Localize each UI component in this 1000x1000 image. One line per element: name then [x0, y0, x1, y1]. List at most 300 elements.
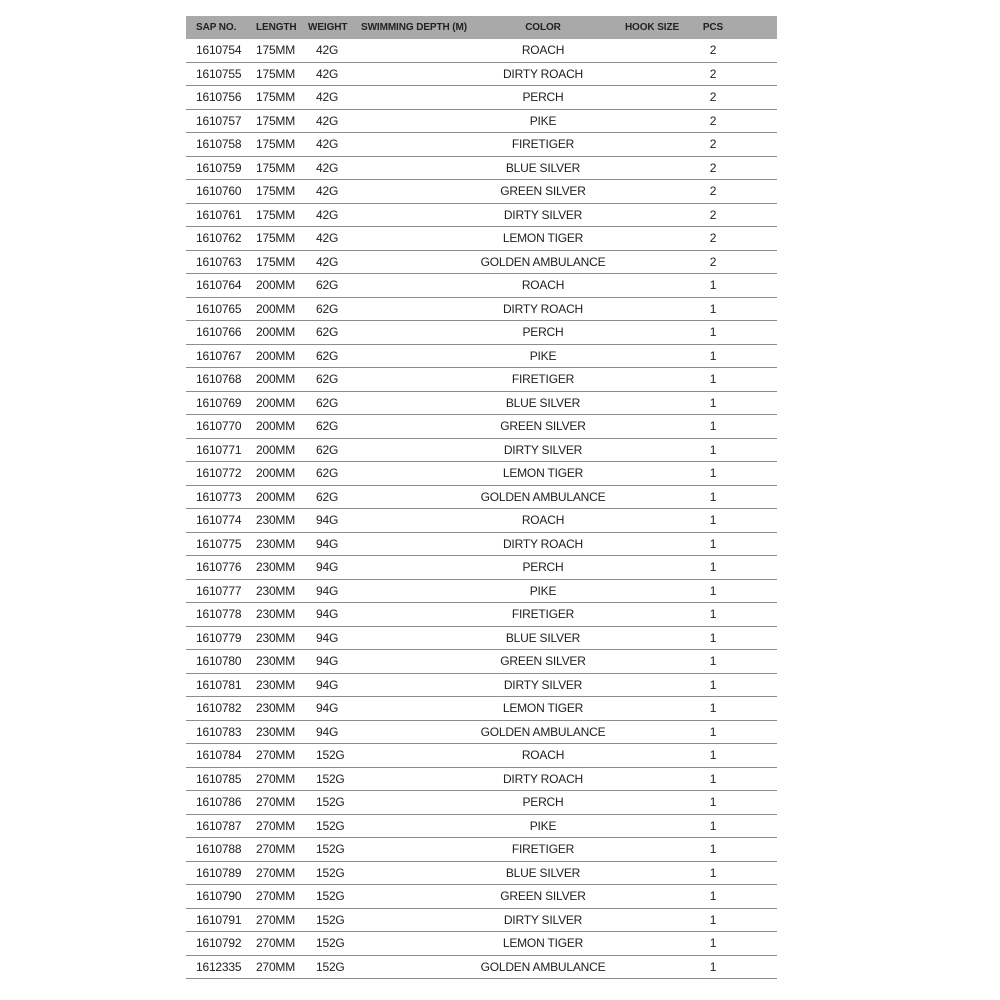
table-row: [186, 156, 777, 180]
cell-hook-size: [617, 885, 687, 909]
cell-hook-size: [617, 344, 687, 368]
cell-weight: 42G: [308, 39, 361, 62]
cell-pcs: 1: [687, 368, 777, 392]
cell-swimming-depth: [361, 791, 469, 815]
cell-sap-no: 1610764: [186, 274, 254, 298]
cell-hook-size: [617, 838, 687, 862]
cell-weight: 62G: [308, 438, 361, 462]
cell-color: FIRETIGER: [469, 368, 617, 392]
cell-pcs: 2: [687, 156, 777, 180]
cell-weight: 42G: [308, 227, 361, 251]
cell-weight: 94G: [308, 650, 361, 674]
cell-weight: 62G: [308, 344, 361, 368]
cell-sap-no: 1610780: [186, 650, 254, 674]
cell-sap-no: 1612335: [186, 955, 254, 979]
table-row: [186, 744, 777, 768]
cell-weight: 62G: [308, 321, 361, 345]
table-row: [186, 39, 777, 62]
cell-hook-size: [617, 814, 687, 838]
cell-swimming-depth: [361, 344, 469, 368]
cell-sap-no: 1610787: [186, 814, 254, 838]
cell-weight: 62G: [308, 391, 361, 415]
table-row: [186, 697, 777, 721]
cell-pcs: 1: [687, 814, 777, 838]
cell-sap-no: 1610766: [186, 321, 254, 345]
cell-hook-size: [617, 744, 687, 768]
cell-weight: 42G: [308, 203, 361, 227]
cell-hook-size: [617, 908, 687, 932]
cell-sap-no: 1610784: [186, 744, 254, 768]
cell-pcs: 2: [687, 227, 777, 251]
cell-color: LEMON TIGER: [469, 697, 617, 721]
cell-hook-size: [617, 156, 687, 180]
cell-length: 230MM: [254, 532, 308, 556]
cell-length: 175MM: [254, 109, 308, 133]
cell-hook-size: [617, 650, 687, 674]
table-row: [186, 838, 777, 862]
cell-length: 270MM: [254, 955, 308, 979]
cell-swimming-depth: [361, 109, 469, 133]
cell-sap-no: 1610777: [186, 579, 254, 603]
cell-swimming-depth: [361, 650, 469, 674]
cell-length: 230MM: [254, 673, 308, 697]
cell-weight: 152G: [308, 885, 361, 909]
cell-sap-no: 1610776: [186, 556, 254, 580]
cell-weight: 62G: [308, 462, 361, 486]
cell-swimming-depth: [361, 485, 469, 509]
table-row: [186, 321, 777, 345]
cell-pcs: 1: [687, 626, 777, 650]
cell-sap-no: 1610755: [186, 62, 254, 86]
cell-sap-no: 1610792: [186, 932, 254, 956]
cell-hook-size: [617, 603, 687, 627]
cell-sap-no: 1610760: [186, 180, 254, 204]
cell-color: PIKE: [469, 814, 617, 838]
cell-color: ROACH: [469, 509, 617, 533]
cell-pcs: 2: [687, 109, 777, 133]
table-row: [186, 626, 777, 650]
cell-sap-no: 1610763: [186, 250, 254, 274]
cell-pcs: 2: [687, 39, 777, 62]
cell-sap-no: 1610783: [186, 720, 254, 744]
cell-hook-size: [617, 133, 687, 157]
cell-sap-no: 1610757: [186, 109, 254, 133]
table-row: [186, 673, 777, 697]
header-pcs: PCS: [687, 16, 777, 39]
cell-pcs: 1: [687, 344, 777, 368]
cell-weight: 152G: [308, 744, 361, 768]
table-row: [186, 415, 777, 439]
table-row: [186, 391, 777, 415]
cell-pcs: 1: [687, 415, 777, 439]
cell-weight: 62G: [308, 297, 361, 321]
cell-sap-no: 1610786: [186, 791, 254, 815]
cell-sap-no: 1610761: [186, 203, 254, 227]
cell-color: DIRTY SILVER: [469, 438, 617, 462]
cell-color: PIKE: [469, 109, 617, 133]
cell-color: ROACH: [469, 744, 617, 768]
cell-color: GOLDEN AMBULANCE: [469, 955, 617, 979]
table-row: [186, 227, 777, 251]
cell-color: BLUE SILVER: [469, 156, 617, 180]
cell-hook-size: [617, 462, 687, 486]
cell-pcs: 1: [687, 650, 777, 674]
table-row: [186, 532, 777, 556]
cell-weight: 42G: [308, 86, 361, 110]
cell-hook-size: [617, 485, 687, 509]
cell-pcs: 1: [687, 955, 777, 979]
table-row: [186, 297, 777, 321]
cell-length: 175MM: [254, 133, 308, 157]
cell-color: BLUE SILVER: [469, 391, 617, 415]
cell-hook-size: [617, 109, 687, 133]
cell-pcs: 2: [687, 180, 777, 204]
cell-pcs: 2: [687, 86, 777, 110]
cell-hook-size: [617, 368, 687, 392]
table-row: [186, 791, 777, 815]
cell-length: 270MM: [254, 838, 308, 862]
table-row: [186, 556, 777, 580]
cell-length: 200MM: [254, 368, 308, 392]
cell-weight: 42G: [308, 62, 361, 86]
cell-swimming-depth: [361, 62, 469, 86]
table-row: [186, 86, 777, 110]
cell-color: PERCH: [469, 86, 617, 110]
cell-swimming-depth: [361, 673, 469, 697]
cell-swimming-depth: [361, 720, 469, 744]
cell-swimming-depth: [361, 250, 469, 274]
cell-sap-no: 1610756: [186, 86, 254, 110]
cell-hook-size: [617, 203, 687, 227]
cell-sap-no: 1610775: [186, 532, 254, 556]
table-row: [186, 438, 777, 462]
table-row: [186, 274, 777, 298]
cell-weight: 152G: [308, 838, 361, 862]
table-row: [186, 932, 777, 956]
table-row: [186, 250, 777, 274]
cell-length: 270MM: [254, 744, 308, 768]
cell-sap-no: 1610768: [186, 368, 254, 392]
cell-color: LEMON TIGER: [469, 462, 617, 486]
cell-length: 230MM: [254, 603, 308, 627]
cell-swimming-depth: [361, 861, 469, 885]
cell-length: 230MM: [254, 650, 308, 674]
cell-swimming-depth: [361, 932, 469, 956]
cell-weight: 62G: [308, 368, 361, 392]
cell-hook-size: [617, 86, 687, 110]
cell-pcs: 1: [687, 697, 777, 721]
cell-sap-no: 1610779: [186, 626, 254, 650]
cell-hook-size: [617, 321, 687, 345]
cell-sap-no: 1610789: [186, 861, 254, 885]
cell-sap-no: 1610788: [186, 838, 254, 862]
cell-hook-size: [617, 720, 687, 744]
cell-length: 200MM: [254, 462, 308, 486]
cell-pcs: 1: [687, 462, 777, 486]
cell-color: PERCH: [469, 556, 617, 580]
table-header: [186, 16, 777, 39]
cell-sap-no: 1610772: [186, 462, 254, 486]
cell-color: GREEN SILVER: [469, 415, 617, 439]
cell-length: 270MM: [254, 767, 308, 791]
cell-color: DIRTY SILVER: [469, 908, 617, 932]
cell-pcs: 1: [687, 485, 777, 509]
cell-sap-no: 1610754: [186, 39, 254, 62]
cell-hook-size: [617, 391, 687, 415]
cell-weight: 62G: [308, 485, 361, 509]
table-row: [186, 62, 777, 86]
cell-pcs: 1: [687, 579, 777, 603]
cell-pcs: 1: [687, 861, 777, 885]
cell-weight: 94G: [308, 532, 361, 556]
table-row: [186, 368, 777, 392]
cell-length: 270MM: [254, 791, 308, 815]
cell-weight: 42G: [308, 156, 361, 180]
cell-hook-size: [617, 579, 687, 603]
cell-color: GOLDEN AMBULANCE: [469, 720, 617, 744]
cell-length: 175MM: [254, 227, 308, 251]
cell-swimming-depth: [361, 603, 469, 627]
cell-swimming-depth: [361, 86, 469, 110]
product-spec-table: [186, 16, 777, 979]
cell-sap-no: 1610762: [186, 227, 254, 251]
cell-swimming-depth: [361, 391, 469, 415]
table-row: [186, 908, 777, 932]
header-sap-no: SAP NO.: [186, 16, 254, 39]
cell-pcs: 1: [687, 509, 777, 533]
cell-pcs: 1: [687, 274, 777, 298]
cell-sap-no: 1610769: [186, 391, 254, 415]
cell-pcs: 1: [687, 321, 777, 345]
cell-weight: 42G: [308, 180, 361, 204]
cell-hook-size: [617, 274, 687, 298]
cell-length: 230MM: [254, 579, 308, 603]
cell-color: GREEN SILVER: [469, 180, 617, 204]
cell-weight: 152G: [308, 932, 361, 956]
table-body: [186, 39, 777, 979]
cell-hook-size: [617, 532, 687, 556]
cell-weight: 152G: [308, 955, 361, 979]
cell-color: BLUE SILVER: [469, 861, 617, 885]
table-row: [186, 485, 777, 509]
cell-hook-size: [617, 415, 687, 439]
cell-color: ROACH: [469, 274, 617, 298]
table-row: [186, 109, 777, 133]
cell-length: 175MM: [254, 250, 308, 274]
cell-length: 200MM: [254, 344, 308, 368]
cell-color: FIRETIGER: [469, 603, 617, 627]
header-length: LENGTH: [254, 16, 308, 39]
cell-swimming-depth: [361, 509, 469, 533]
cell-color: FIRETIGER: [469, 838, 617, 862]
header-swimming-depth: SWIMMING DEPTH (M): [361, 16, 469, 39]
cell-pcs: 1: [687, 297, 777, 321]
cell-length: 175MM: [254, 86, 308, 110]
cell-hook-size: [617, 227, 687, 251]
cell-weight: 94G: [308, 673, 361, 697]
cell-sap-no: 1610770: [186, 415, 254, 439]
cell-hook-size: [617, 791, 687, 815]
cell-weight: 94G: [308, 720, 361, 744]
cell-pcs: 1: [687, 391, 777, 415]
table-row: [186, 955, 777, 979]
cell-hook-size: [617, 556, 687, 580]
cell-weight: 42G: [308, 133, 361, 157]
cell-weight: 94G: [308, 626, 361, 650]
cell-swimming-depth: [361, 955, 469, 979]
cell-pcs: 1: [687, 885, 777, 909]
cell-pcs: 1: [687, 532, 777, 556]
cell-color: DIRTY SILVER: [469, 673, 617, 697]
cell-length: 230MM: [254, 509, 308, 533]
cell-sap-no: 1610771: [186, 438, 254, 462]
cell-length: 200MM: [254, 321, 308, 345]
table-row: [186, 650, 777, 674]
cell-sap-no: 1610782: [186, 697, 254, 721]
cell-swimming-depth: [361, 462, 469, 486]
cell-pcs: 2: [687, 62, 777, 86]
cell-hook-size: [617, 932, 687, 956]
header-weight: WEIGHT: [308, 16, 361, 39]
cell-hook-size: [617, 438, 687, 462]
cell-swimming-depth: [361, 767, 469, 791]
table-row: [186, 203, 777, 227]
cell-weight: 94G: [308, 556, 361, 580]
cell-pcs: 1: [687, 767, 777, 791]
table-row: [186, 509, 777, 533]
cell-color: DIRTY ROACH: [469, 532, 617, 556]
cell-swimming-depth: [361, 556, 469, 580]
cell-color: PERCH: [469, 321, 617, 345]
cell-length: 270MM: [254, 885, 308, 909]
cell-swimming-depth: [361, 297, 469, 321]
cell-swimming-depth: [361, 321, 469, 345]
cell-length: 200MM: [254, 485, 308, 509]
cell-swimming-depth: [361, 626, 469, 650]
cell-weight: 94G: [308, 509, 361, 533]
cell-color: LEMON TIGER: [469, 932, 617, 956]
header-hook-size: HOOK SIZE: [617, 16, 687, 39]
cell-color: GREEN SILVER: [469, 650, 617, 674]
cell-length: 230MM: [254, 720, 308, 744]
cell-length: 270MM: [254, 861, 308, 885]
cell-length: 270MM: [254, 908, 308, 932]
cell-color: DIRTY SILVER: [469, 203, 617, 227]
cell-pcs: 1: [687, 932, 777, 956]
cell-swimming-depth: [361, 156, 469, 180]
cell-weight: 152G: [308, 767, 361, 791]
cell-swimming-depth: [361, 39, 469, 62]
cell-pcs: 1: [687, 673, 777, 697]
header-row: [186, 16, 777, 39]
cell-color: DIRTY ROACH: [469, 767, 617, 791]
cell-color: PIKE: [469, 344, 617, 368]
cell-length: 230MM: [254, 626, 308, 650]
cell-pcs: 1: [687, 908, 777, 932]
cell-sap-no: 1610767: [186, 344, 254, 368]
cell-sap-no: 1610759: [186, 156, 254, 180]
cell-weight: 94G: [308, 579, 361, 603]
cell-weight: 94G: [308, 603, 361, 627]
cell-swimming-depth: [361, 908, 469, 932]
cell-length: 175MM: [254, 156, 308, 180]
cell-color: LEMON TIGER: [469, 227, 617, 251]
cell-hook-size: [617, 673, 687, 697]
cell-sap-no: 1610765: [186, 297, 254, 321]
cell-length: 175MM: [254, 39, 308, 62]
cell-sap-no: 1610791: [186, 908, 254, 932]
cell-color: DIRTY ROACH: [469, 62, 617, 86]
cell-color: GREEN SILVER: [469, 885, 617, 909]
table-row: [186, 814, 777, 838]
table-row: [186, 720, 777, 744]
cell-length: 175MM: [254, 62, 308, 86]
table-row: [186, 603, 777, 627]
cell-hook-size: [617, 180, 687, 204]
cell-swimming-depth: [361, 180, 469, 204]
cell-color: PIKE: [469, 579, 617, 603]
cell-weight: 42G: [308, 109, 361, 133]
cell-weight: 94G: [308, 697, 361, 721]
cell-hook-size: [617, 297, 687, 321]
cell-hook-size: [617, 39, 687, 62]
cell-hook-size: [617, 509, 687, 533]
cell-length: 200MM: [254, 274, 308, 298]
cell-color: ROACH: [469, 39, 617, 62]
cell-pcs: 1: [687, 791, 777, 815]
cell-length: 175MM: [254, 180, 308, 204]
table-row: [186, 579, 777, 603]
cell-swimming-depth: [361, 532, 469, 556]
cell-weight: 42G: [308, 250, 361, 274]
cell-length: 270MM: [254, 814, 308, 838]
cell-length: 230MM: [254, 556, 308, 580]
cell-length: 200MM: [254, 297, 308, 321]
cell-sap-no: 1610790: [186, 885, 254, 909]
cell-weight: 152G: [308, 861, 361, 885]
cell-color: BLUE SILVER: [469, 626, 617, 650]
cell-sap-no: 1610758: [186, 133, 254, 157]
cell-hook-size: [617, 861, 687, 885]
header-color: COLOR: [469, 16, 617, 39]
cell-length: 230MM: [254, 697, 308, 721]
cell-swimming-depth: [361, 415, 469, 439]
table-row: [186, 344, 777, 368]
cell-swimming-depth: [361, 744, 469, 768]
cell-hook-size: [617, 767, 687, 791]
cell-swimming-depth: [361, 579, 469, 603]
cell-swimming-depth: [361, 274, 469, 298]
cell-swimming-depth: [361, 438, 469, 462]
table-row: [186, 462, 777, 486]
cell-pcs: 2: [687, 250, 777, 274]
cell-color: FIRETIGER: [469, 133, 617, 157]
cell-color: GOLDEN AMBULANCE: [469, 485, 617, 509]
cell-swimming-depth: [361, 133, 469, 157]
cell-weight: 62G: [308, 274, 361, 298]
cell-sap-no: 1610781: [186, 673, 254, 697]
cell-hook-size: [617, 955, 687, 979]
cell-pcs: 1: [687, 744, 777, 768]
cell-length: 175MM: [254, 203, 308, 227]
cell-color: PERCH: [469, 791, 617, 815]
cell-swimming-depth: [361, 227, 469, 251]
cell-length: 200MM: [254, 415, 308, 439]
table-row: [186, 180, 777, 204]
cell-swimming-depth: [361, 838, 469, 862]
cell-pcs: 1: [687, 438, 777, 462]
cell-swimming-depth: [361, 697, 469, 721]
